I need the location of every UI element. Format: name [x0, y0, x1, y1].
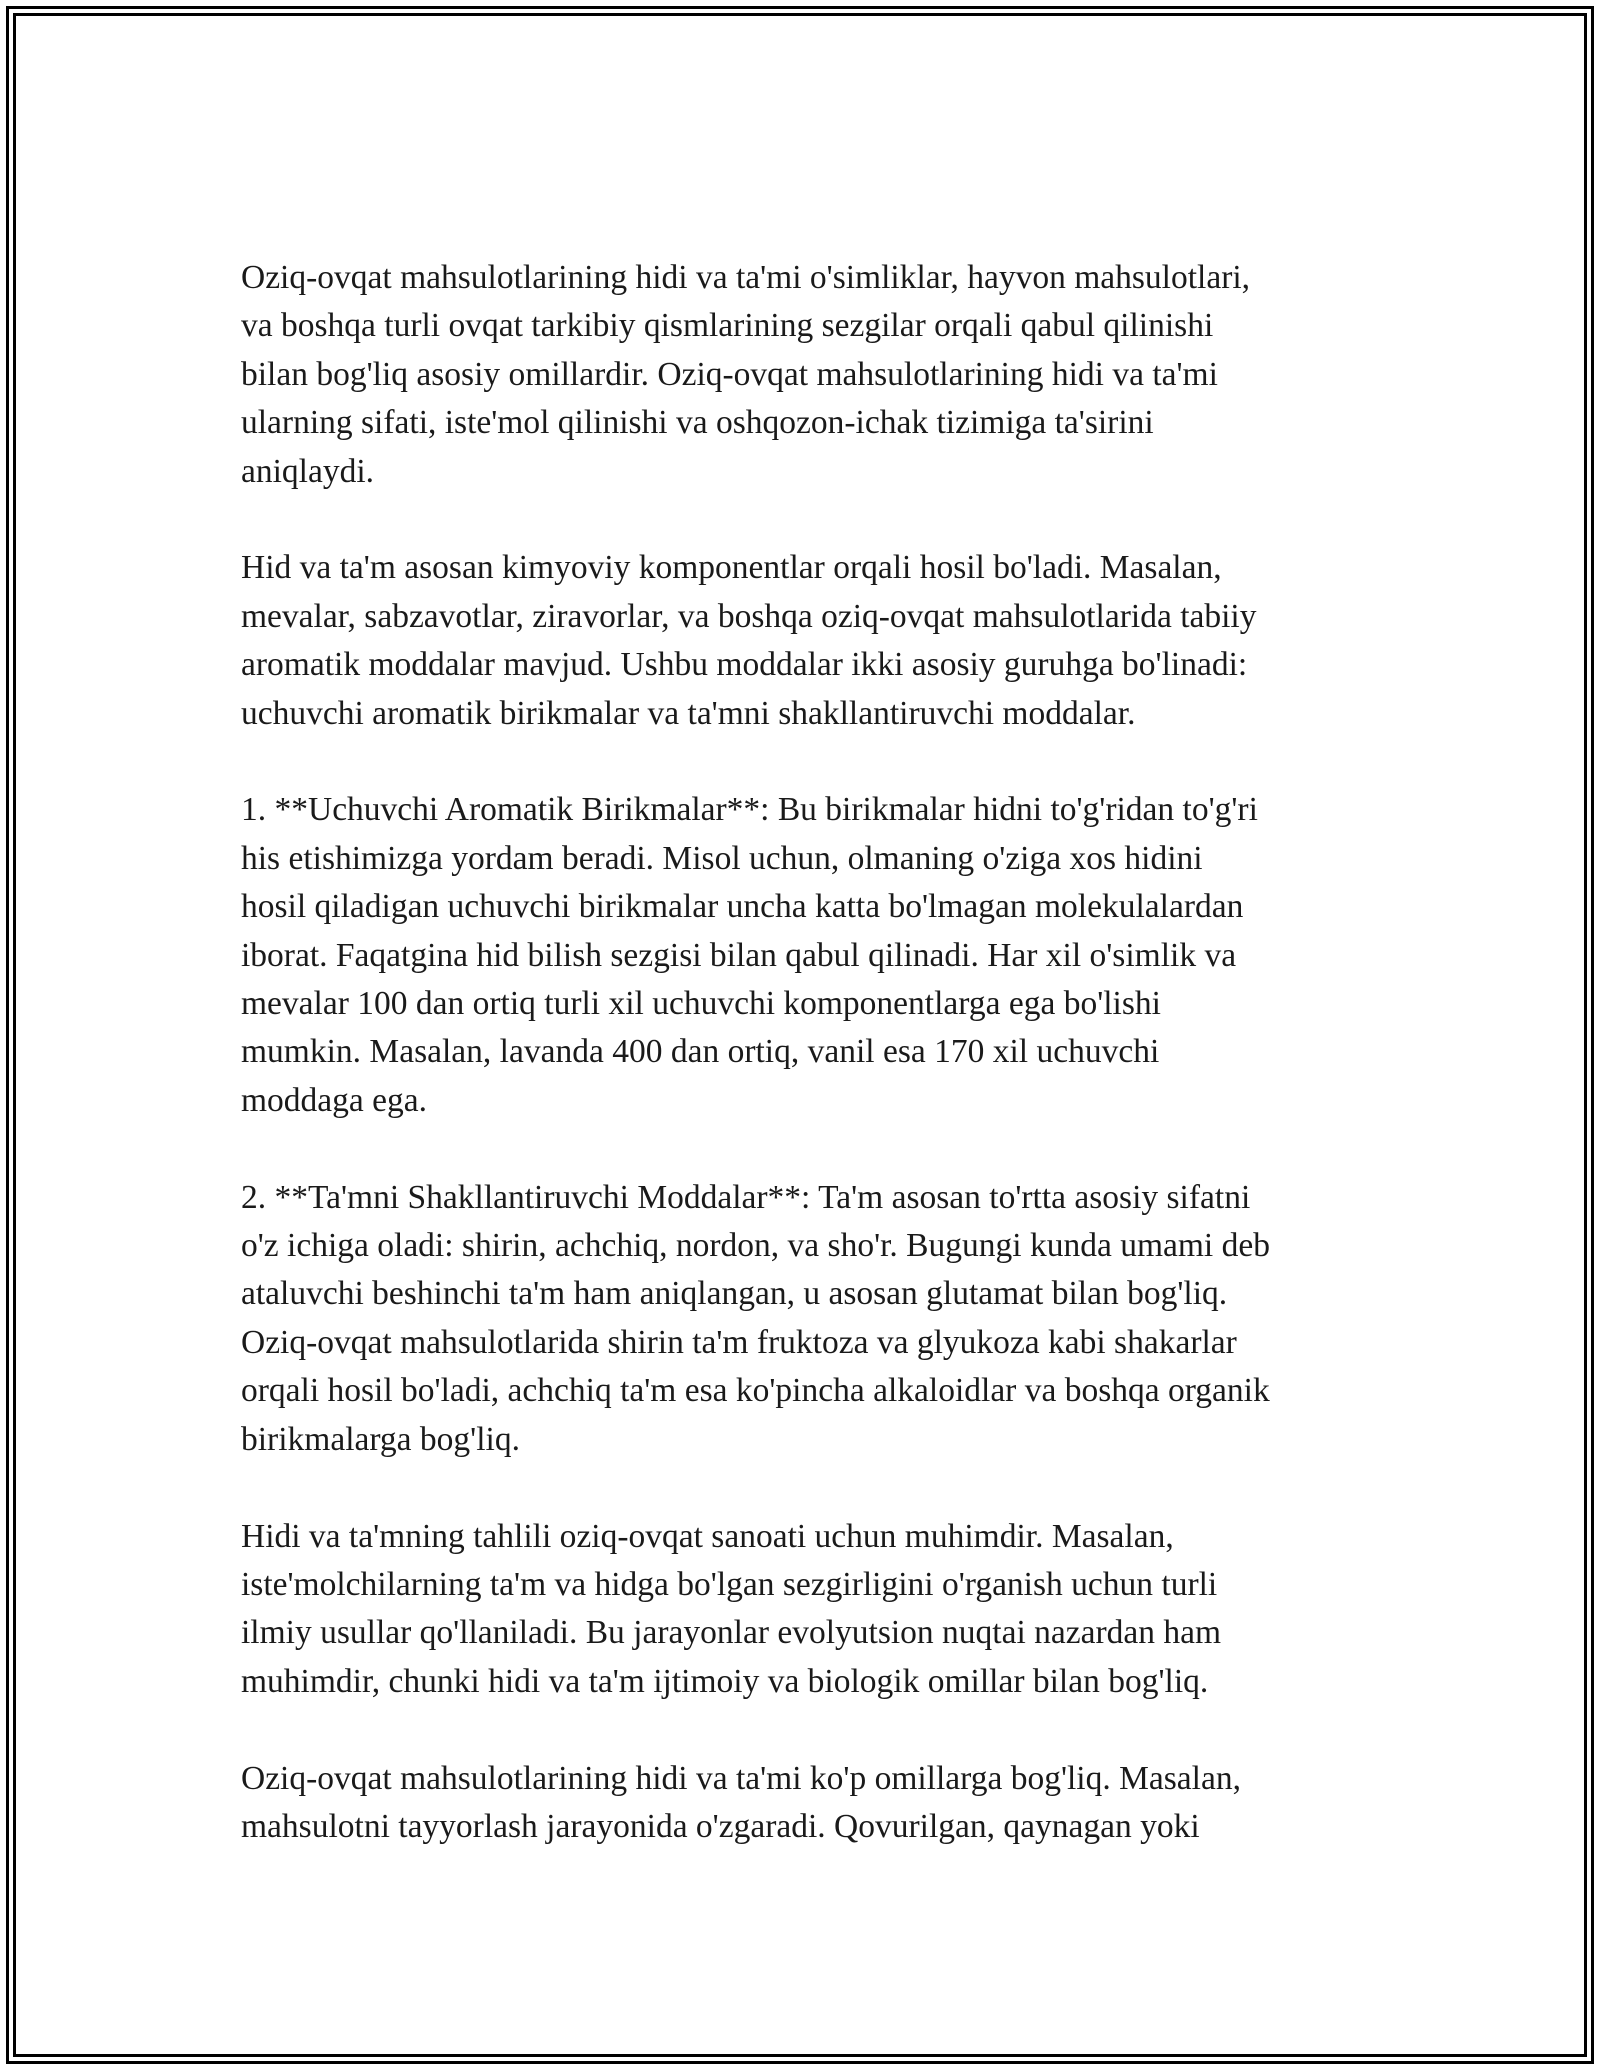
text-line: mumkin. Masalan, lavanda 400 dan ortiq, vanil esa 170 xil uchuvchi	[241, 1033, 1160, 1071]
paragraph-taste-substances	[241, 1174, 1391, 1464]
text-line: Oziq-ovqat mahsulotlarining hidi va ta'mi o'simliklar, hayvon mahsulotlari,	[241, 259, 1251, 296]
text-line: mevalar, sabzavotlar, ziravorlar, va boshqa oziq-ovqat mahsulotlarida tabiiy	[241, 597, 1257, 635]
text-line: aromatik moddalar mavjud. Ushbu moddalar ikki asosiy guruhga bo'linadi:	[241, 646, 1248, 684]
text-line: moddaga ega.	[241, 1081, 428, 1119]
paragraph-factors	[241, 1755, 1391, 1852]
page-inner-border	[13, 13, 1587, 2057]
text-line: his etishimizga yordam beradi. Misol uchun, olmaning o'ziga xos hidini	[241, 839, 1203, 877]
text-line: va boshqa turli ovqat tarkibiy qismlarining sezgilar orqali qabul qilinishi	[241, 307, 1214, 345]
text-line: 2. **Ta'mni Shakllantiruvchi Moddalar**: Ta'm asosan to'rtta asosiy sifatni	[241, 1178, 1251, 1216]
text-line: Hid va ta'm asosan kimyoviy komponentlar orqali hosil bo'ladi. Masalan,	[241, 549, 1222, 587]
text-line: Hidi va ta'mning tahlili oziq-ovqat sanoati uchun muhimdir. Masalan,	[241, 1517, 1174, 1555]
text-line: bilan bog'liq asosiy omillardir. Oziq-ovqat mahsulotlarining hidi va ta'mi	[241, 355, 1218, 393]
text-line: birikmalarga bog'liq.	[241, 1420, 520, 1458]
page-border	[6, 6, 1594, 2064]
paragraph-intro	[241, 254, 1391, 496]
document-body	[241, 254, 1391, 1900]
paragraph-analysis	[241, 1513, 1391, 1707]
text-line: ilmiy usullar qo'llaniladi. Bu jarayonlar evolyutsion nuqtai nazardan ham	[241, 1614, 1222, 1652]
text-line: muhimdir, chunki hidi va ta'm ijtimoiy va biologik omillar bilan bog'liq.	[241, 1662, 1209, 1700]
text-line: ataluvchi beshinchi ta'm ham aniqlangan, u asosan glutamat bilan bog'liq.	[241, 1275, 1228, 1313]
text-line: hosil qiladigan uchuvchi birikmalar uncha katta bo'lmagan molekulalardan	[241, 888, 1244, 926]
text-line: iborat. Faqatgina hid bilish sezgisi bilan qabul qilinadi. Har xil o'simlik va	[241, 936, 1237, 974]
text-line: mevalar 100 dan ortiq turli xil uchuvchi komponentlarga ega bo'lishi	[241, 985, 1161, 1023]
paragraph-chemical-components	[241, 544, 1391, 738]
text-line: 1. **Uchuvchi Aromatik Birikmalar**: Bu birikmalar hidni to'g'ridan to'g'ri	[241, 791, 1258, 829]
text-line: ularning sifati, iste'mol qilinishi va oshqozon-ichak tizimiga ta'sirini	[241, 404, 1154, 442]
paragraph-volatile-compounds	[241, 786, 1391, 1125]
text-line: iste'molchilarning ta'm va hidga bo'lgan sezgirligini o'rganish uchun turli	[241, 1565, 1218, 1603]
text-line: o'z ichiga oladi: shirin, achchiq, nordon, va sho'r. Bugungi kunda umami deb	[241, 1227, 1270, 1265]
text-line: aniqlaydi.	[241, 452, 375, 490]
text-line: Oziq-ovqat mahsulotlarining hidi va ta'mi ko'p omillarga bog'liq. Masalan,	[241, 1759, 1241, 1797]
text-line: orqali hosil bo'ladi, achchiq ta'm esa ko'pincha alkaloidlar va boshqa organik	[241, 1372, 1270, 1410]
text-line: Oziq-ovqat mahsulotlarida shirin ta'm fruktoza va glyukoza kabi shakarlar	[241, 1323, 1237, 1361]
text-line: mahsulotni tayyorlash jarayonida o'zgaradi. Qovurilgan, qaynagan yoki	[241, 1807, 1200, 1845]
text-line: uchuvchi aromatik birikmalar va ta'mni shakllantiruvchi moddalar.	[241, 694, 1136, 732]
